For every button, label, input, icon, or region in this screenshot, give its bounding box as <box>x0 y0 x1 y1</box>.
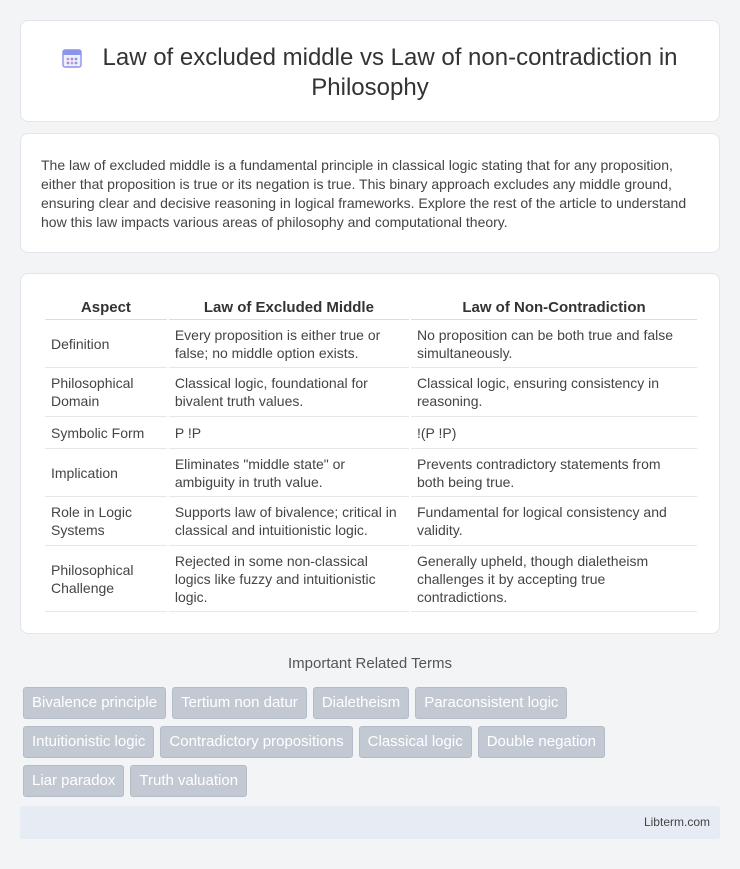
row-aspect: Philosophical Challenge <box>45 546 167 612</box>
title-card <box>20 20 720 122</box>
table-row <box>45 417 697 449</box>
tag-dialetheism[interactable]: Dialetheism <box>313 687 409 719</box>
row-non-contradiction: No proposition can be both true and false simultaneously. <box>411 320 697 368</box>
tag-bivalence-principle[interactable]: Bivalence principle <box>23 687 166 719</box>
row-excluded-middle: Every proposition is either true or false; no middle option exists. <box>169 320 409 368</box>
row-non-contradiction: Prevents contradictory statements from both being true. <box>411 449 697 497</box>
tag-paraconsistent-logic[interactable]: Paraconsistent logic <box>415 687 567 719</box>
row-excluded-middle: Supports law of bivalence; critical in classical and intuitionistic logic. <box>169 497 409 546</box>
row-excluded-middle: Rejected in some non-classical logics like fuzzy and intuitionistic logic. <box>169 546 409 612</box>
tag-tertium-non-datur[interactable]: Tertium non datur <box>172 687 307 719</box>
table-row <box>45 497 697 546</box>
tag-liar-paradox[interactable]: Liar paradox <box>23 765 124 797</box>
related-terms-heading: Important Related Terms <box>288 655 452 672</box>
row-aspect: Philosophical Domain <box>45 368 167 417</box>
tag-classical-logic[interactable]: Classical logic <box>359 726 472 758</box>
row-non-contradiction: Fundamental for logical consistency and validity. <box>411 497 697 546</box>
row-excluded-middle: P !P <box>169 417 409 449</box>
table-row <box>45 320 697 368</box>
row-non-contradiction: Generally upheld, though dialetheism challenges it by accepting true contradictions. <box>411 546 697 612</box>
intro-card <box>20 133 720 253</box>
table-row <box>45 449 697 497</box>
page-title <box>21 43 719 103</box>
row-excluded-middle: Eliminates "middle state" or ambiguity in truth value. <box>169 449 409 497</box>
tag-contradictory-propositions[interactable]: Contradictory propositions <box>160 726 352 758</box>
row-aspect: Definition <box>45 320 167 368</box>
related-terms-list <box>23 687 703 797</box>
row-non-contradiction: Classical logic, ensuring consistency in reasoning. <box>411 368 697 417</box>
row-non-contradiction: !(P !P) <box>411 417 697 449</box>
row-aspect: Role in Logic Systems <box>45 497 167 546</box>
page-title-line-2: Philosophy <box>311 74 429 101</box>
tag-double-negation[interactable]: Double negation <box>478 726 605 758</box>
footer <box>20 806 720 839</box>
page-title-line-1: Law of excluded middle vs Law of non-contradiction in <box>102 44 678 71</box>
table-row <box>45 546 697 612</box>
tag-truth-valuation[interactable]: Truth valuation <box>130 765 247 797</box>
tag-intuitionistic-logic[interactable]: Intuitionistic logic <box>23 726 154 758</box>
header-excluded-middle: Law of Excluded Middle <box>169 294 409 320</box>
table-header-row <box>45 294 697 320</box>
row-aspect: Implication <box>45 449 167 497</box>
header-non-contradiction: Law of Non-Contradiction <box>411 294 697 320</box>
comparison-table <box>43 294 699 612</box>
row-aspect: Symbolic Form <box>45 417 167 449</box>
footer-site-link[interactable]: Libterm.com <box>643 815 710 829</box>
row-excluded-middle: Classical logic, foundational for bivalent truth values. <box>169 368 409 417</box>
comparison-card <box>20 273 720 634</box>
header-aspect: Aspect <box>45 294 167 320</box>
table-row <box>45 368 697 417</box>
intro-paragraph: The law of excluded middle is a fundamental principle in classical logic stating that for any proposition, either that proposition is true or its negation is true. This binary approach excludes any middle ground, ensuring clear and decisive reasoning in logical frameworks. Explore the rest of the article to understand how this law impacts various areas of philosophy and computational theory. <box>41 157 687 230</box>
